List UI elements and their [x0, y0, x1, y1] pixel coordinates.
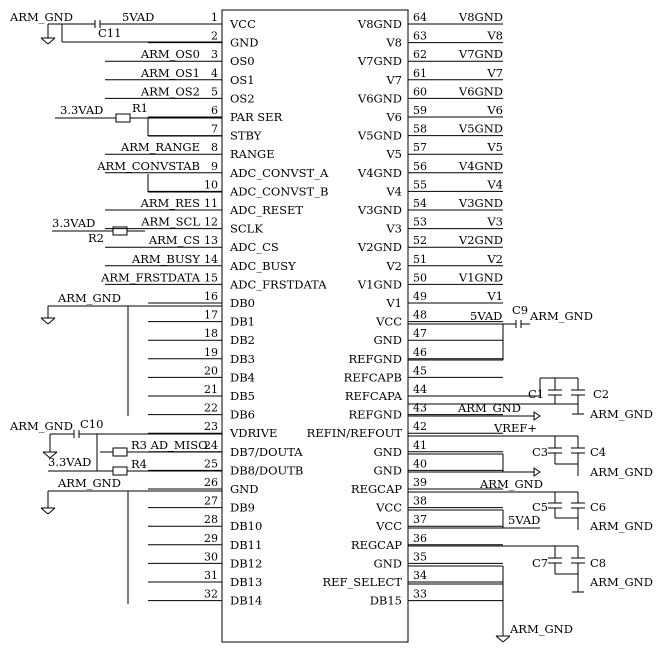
right-net-label: V1 — [487, 289, 503, 303]
right-pin-name: V3GND — [357, 203, 402, 217]
right-pin-name: REFCAPB — [343, 370, 402, 385]
left-pin-number: 11 — [204, 197, 218, 210]
c6-label: C6 — [590, 500, 607, 514]
left-pin-name: DB12 — [230, 556, 263, 571]
c3-c4-network — [408, 436, 653, 491]
right-pin-name: V2GND — [357, 240, 402, 255]
left-pin-number: 28 — [204, 513, 218, 527]
right-pin-number: 41 — [413, 438, 427, 452]
left-pin-name: ADC_FRSTDATA — [230, 277, 327, 292]
left-pin-number: 13 — [204, 234, 218, 248]
left-pin-name: DB3 — [230, 351, 255, 366]
left-net-label: ARM_BUSY — [131, 251, 200, 266]
arm-gnd-label-c10: ARM_GND — [10, 419, 73, 433]
right-pin-number: 62 — [413, 48, 427, 62]
r2-label: R2 — [88, 231, 104, 245]
left-pin-name: DB1 — [230, 314, 255, 329]
right-pin-number: 44 — [413, 383, 427, 396]
right-net-label: V8 — [487, 28, 503, 43]
right-pin-number: 60 — [413, 85, 427, 99]
right-pin-name: V6 — [386, 110, 402, 124]
c7-label: C7 — [532, 556, 549, 570]
r1-label: R1 — [132, 101, 148, 115]
right-net-label: V1GND — [458, 270, 503, 285]
c1-label: C1 — [528, 387, 545, 401]
right-pin-name: V1GND — [357, 277, 402, 292]
left-pin-name: OS1 — [230, 72, 255, 87]
right-pin-number: 51 — [413, 252, 427, 266]
right-pin-number: 52 — [413, 234, 427, 248]
bottom-right-ground — [408, 566, 573, 642]
vad5-label-right: 5VAD — [470, 309, 503, 323]
right-net-label: V2 — [487, 251, 503, 266]
left-pin-name: DB5 — [230, 389, 255, 403]
left-pin-number: 4 — [211, 66, 218, 80]
left-pin-number: 12 — [204, 215, 218, 229]
pin-group — [96, 10, 503, 608]
right-pin-name: GND — [373, 463, 402, 478]
left-pin-name: DB7/DOUTA — [230, 444, 303, 459]
left-net-label: ARM_CS — [148, 233, 200, 248]
right-pin-number: 34 — [413, 569, 427, 582]
left-pin-name: VCC — [230, 17, 256, 31]
right-pin-name: V5GND — [357, 128, 402, 143]
left-pin-name: STBY — [230, 128, 262, 143]
right-net-label: V6 — [487, 103, 503, 117]
right-pin-name: V4GND — [357, 165, 402, 180]
left-pin-name: DB10 — [230, 519, 263, 534]
c9-label: C9 — [512, 303, 529, 317]
refcap-network — [408, 378, 653, 435]
left-pin-number: 15 — [204, 271, 218, 285]
r1-network — [55, 101, 222, 136]
right-net-label: V4GND — [458, 158, 503, 173]
right-pin-name: REGCAP — [350, 537, 402, 552]
c4-label: C4 — [590, 445, 607, 459]
db-low-ground — [41, 291, 222, 416]
left-pin-number: 1 — [211, 11, 218, 24]
arm-gnd-label-c2: ARM_GND — [590, 407, 653, 421]
right-pin-name: REFCAPA — [344, 389, 402, 403]
r3-label: R3 AD_MISO — [131, 438, 208, 452]
left-pin-number: 8 — [211, 141, 218, 155]
right-net-label: V6GND — [458, 84, 503, 99]
right-pin-number: 64 — [413, 11, 427, 24]
vad5-label-top: 5VAD — [122, 10, 155, 24]
left-pin-number: 2 — [211, 29, 218, 43]
left-pin-number: 6 — [211, 104, 218, 117]
right-pin-number: 35 — [413, 550, 427, 564]
left-pin-number: 29 — [204, 531, 218, 545]
right-pin-name: GND — [373, 333, 402, 348]
right-net-label: V2GND — [458, 233, 503, 248]
right-net-label: V4 — [487, 177, 503, 192]
left-pin-number: 32 — [204, 587, 218, 601]
left-pin-name: DB13 — [230, 575, 263, 589]
left-pin-name: ADC_RESET — [230, 203, 304, 217]
right-net-label: V5GND — [458, 121, 503, 136]
left-pin-name: DB11 — [230, 537, 263, 552]
left-pin-name: PAR SER — [230, 110, 283, 124]
right-pin-number: 36 — [413, 531, 427, 545]
right-pin-name: V3 — [386, 221, 402, 236]
left-pin-name: DB14 — [230, 593, 263, 608]
r4-label: R4 — [131, 457, 147, 471]
right-pin-name: GND — [373, 444, 402, 459]
c5-c6-network — [408, 492, 653, 533]
arm-gnd-label-gnd40: ARM_GND — [480, 477, 543, 491]
left-pin-name: OS0 — [230, 54, 255, 69]
right-pin-number: 48 — [413, 308, 427, 322]
right-pin-number: 50 — [413, 271, 427, 285]
left-pin-name: SCLK — [230, 221, 263, 236]
left-pin-name: VDRIVE — [230, 426, 278, 441]
right-pin-number: 53 — [413, 215, 427, 229]
arm-gnd-label-c6: ARM_GND — [590, 519, 653, 533]
right-pin-number: 58 — [413, 122, 427, 136]
vcc-net-right — [408, 303, 593, 360]
right-pin-number: 38 — [413, 494, 427, 508]
right-pin-number: 55 — [413, 178, 427, 192]
left-pin-name: RANGE — [230, 147, 275, 162]
left-pin-number: 17 — [204, 308, 218, 322]
left-pin-name: ADC_CONVST_B — [230, 184, 329, 199]
left-pin-number: 22 — [204, 401, 218, 415]
right-pin-number: 33 — [413, 587, 427, 601]
arm-gnd-label-c4: ARM_GND — [590, 465, 653, 479]
vad33-label-r1: 3.3VAD — [60, 103, 104, 117]
right-pin-name: REGCAP — [350, 482, 402, 496]
right-pin-number: 37 — [413, 513, 427, 527]
right-pin-name: REFIN/REFOUT — [306, 426, 402, 441]
left-pin-name: DB6 — [230, 407, 255, 422]
right-net-label: V5 — [487, 140, 503, 155]
right-pin-number: 61 — [413, 66, 427, 80]
right-pin-number: 56 — [413, 159, 427, 173]
right-pin-name: V7 — [386, 72, 402, 87]
left-pin-name: GND — [230, 35, 259, 50]
left-pin-name: DB9 — [230, 500, 255, 515]
arm-gnd-label-c8: ARM_GND — [590, 575, 653, 589]
right-net-label: V7 — [487, 65, 503, 80]
left-pin-name: DB2 — [230, 333, 255, 348]
arm-gnd-label-db: ARM_GND — [58, 291, 121, 305]
c5-label: C5 — [532, 500, 549, 514]
right-pin-name: REFGND — [348, 351, 402, 366]
left-pin-number: 3 — [211, 48, 218, 62]
left-pin-number: 10 — [204, 178, 218, 192]
right-pin-name: V5 — [386, 147, 402, 162]
right-pin-number: 54 — [413, 197, 427, 210]
left-pin-number: 14 — [204, 252, 218, 266]
left-pin-number: 21 — [204, 383, 218, 396]
right-pin-number: 40 — [413, 457, 427, 471]
right-pin-number: 42 — [413, 420, 427, 434]
right-pin-name: V4 — [386, 184, 402, 199]
right-pin-name: REFGND — [348, 407, 402, 422]
left-pin-number: 7 — [211, 122, 218, 136]
c2-label: C2 — [593, 387, 610, 401]
right-pin-name: V1 — [386, 296, 402, 310]
left-net-label: ARM_RES — [140, 196, 200, 210]
left-pin-number: 25 — [204, 457, 218, 471]
left-pin-number: 19 — [204, 345, 218, 359]
left-pin-number: 30 — [204, 550, 218, 564]
left-pin-name: GND — [230, 482, 259, 496]
left-pin-number: 26 — [204, 476, 218, 489]
right-pin-name: V7GND — [357, 54, 402, 69]
left-pin-number: 24 — [204, 438, 218, 452]
vad33-label-r2: 3.3VAD — [52, 216, 96, 230]
arm-gnd-label-top: ARM_GND — [10, 10, 73, 24]
right-net-label: V3 — [487, 214, 503, 229]
left-pin-number: 20 — [204, 364, 218, 378]
left-net-label: ARM_OS2 — [140, 84, 200, 99]
right-pin-number: 39 — [413, 476, 427, 489]
left-net-label: ARM_OS1 — [140, 65, 200, 80]
right-pin-name: DB15 — [369, 593, 402, 608]
right-pin-number: 47 — [413, 327, 427, 341]
db-high-ground — [41, 476, 222, 604]
left-pin-number: 27 — [204, 494, 218, 508]
left-pin-name: ADC_CONVST_A — [230, 165, 329, 180]
left-pin-name: DB8/DOUTB — [230, 463, 304, 478]
right-net-label: V8GND — [458, 10, 503, 24]
c7-c8-network — [408, 546, 653, 592]
right-pin-name: REF_SELECT — [322, 575, 402, 589]
vref-label: VREF+ — [494, 421, 537, 435]
right-pin-name: V2 — [386, 258, 402, 273]
right-pin-name: VCC — [376, 314, 402, 329]
left-net-label: ARM_FRSTDATA — [101, 270, 200, 285]
vcc-net-left — [9, 10, 222, 44]
left-net-label: ARM_OS0 — [140, 47, 200, 62]
c10-label: C10 — [80, 417, 104, 431]
arm-gnd-label-refgnd: ARM_GND — [458, 401, 521, 415]
left-net-label: ARM_RANGE — [120, 140, 200, 155]
left-pin-number: 31 — [204, 569, 218, 582]
right-pin-number: 57 — [413, 141, 427, 155]
c8-label: C8 — [590, 556, 607, 570]
right-pin-number: 46 — [413, 345, 427, 359]
left-pin-name: OS2 — [230, 91, 255, 106]
right-pin-number: 63 — [413, 29, 427, 43]
right-pin-number: 49 — [413, 290, 427, 303]
right-pin-name: V8GND — [357, 17, 402, 31]
vad5-label-vcc37: 5VAD — [508, 513, 541, 527]
arm-gnd-label-c9: ARM_GND — [530, 309, 593, 323]
left-pin-name: ADC_BUSY — [230, 258, 296, 273]
arm-gnd-label-db2: ARM_GND — [58, 476, 121, 490]
left-pin-number: 5 — [211, 85, 218, 99]
right-pin-number: 43 — [413, 401, 427, 415]
c11-label: C11 — [98, 26, 122, 40]
right-pin-name: VCC — [376, 519, 402, 534]
left-pin-name: ADC_CS — [230, 240, 279, 255]
right-pin-name: V8 — [386, 35, 402, 50]
c3-label: C3 — [532, 445, 549, 459]
left-net-label: ARM_CONVSTAB — [97, 158, 200, 173]
right-pin-number: 59 — [413, 104, 427, 117]
left-pin-number: 23 — [204, 420, 218, 434]
arm-gnd-label-bottom: ARM_GND — [510, 622, 573, 636]
vad33-label-r4: 3.3VAD — [48, 455, 92, 469]
left-net-label: ARM_SCL — [141, 214, 200, 229]
left-pin-name: DB4 — [230, 370, 255, 385]
right-net-label: V3GND — [458, 196, 503, 210]
right-net-label: V7GND — [458, 47, 503, 62]
left-pin-number: 9 — [211, 159, 218, 173]
vdrive-network — [9, 417, 222, 475]
right-pin-name: VCC — [376, 500, 402, 515]
left-pin-number: 18 — [204, 327, 218, 341]
left-pin-name: DB0 — [230, 296, 255, 310]
right-pin-number: 45 — [413, 364, 427, 378]
left-pin-number: 16 — [204, 290, 218, 303]
right-pin-name: V6GND — [357, 91, 402, 106]
right-pin-name: GND — [373, 556, 402, 571]
